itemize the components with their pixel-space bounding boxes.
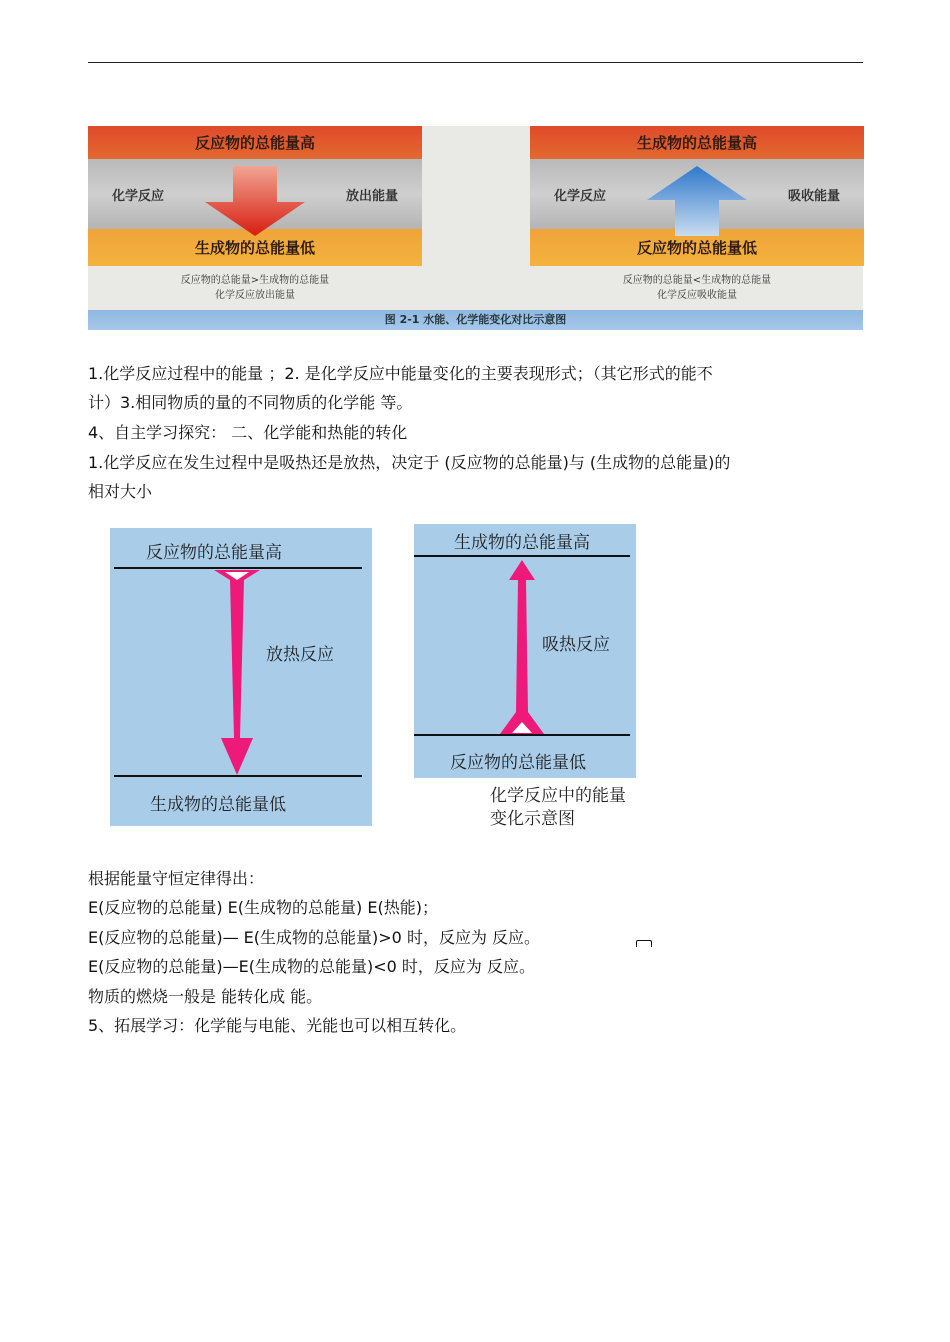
endothermic-panel — [530, 126, 864, 316]
paragraph-3-cont: 相对大小 — [88, 482, 153, 501]
exo-top-label: 反应物的总能量高 — [146, 543, 282, 563]
bracket-mark — [636, 940, 652, 947]
energy-diagram — [88, 512, 648, 852]
paragraph-1: 1.化学反应过程中的能量 ；2. 是化学反应中能量变化的主要表现形式；（其它形式的能不 — [88, 364, 713, 383]
header-rule — [88, 62, 863, 63]
top-band: 生成物的总能量高 — [530, 126, 864, 159]
note-line: 化学反应吸收能量 — [657, 290, 737, 301]
release-energy-label: 放出能量 — [345, 188, 398, 204]
endo-bottom-label: 反应物的总能量低 — [450, 753, 586, 773]
endothermic-diagram — [414, 524, 636, 778]
exothermic-note — [88, 273, 422, 303]
endo-top-label: 生成物的总能量高 — [454, 533, 590, 553]
endo-middle-label: 吸热反应 — [542, 635, 610, 655]
reaction-label: 化学反应 — [554, 188, 607, 204]
endo-arrow-icon — [414, 524, 636, 778]
up-arrow-icon — [647, 166, 747, 236]
paragraph-3: 1.化学反应在发生过程中是吸热还是放热，决定于 (反应物的总能量)与 (生成物的总能量)的 — [88, 453, 731, 472]
exo-arrow-icon — [110, 528, 372, 826]
paragraph-combustion: 物质的燃烧一般是 能转化成 能。 — [88, 987, 323, 1006]
exo-middle-label: 放热反应 — [266, 645, 334, 665]
down-arrow-icon — [205, 166, 305, 236]
paragraph-conservation: 根据能量守恒定律得出： — [88, 869, 265, 888]
paragraph-1-cont: 计）3.相同物质的量的不同物质的化学能 等。 — [88, 393, 413, 412]
section-heading: 4、自主学习探究： 二、化学能和热能的转化 — [88, 423, 408, 442]
note-line: 反应物的总能量<生成物的总能量 — [622, 275, 772, 286]
diagram-caption — [490, 785, 626, 831]
section-extension: 5、拓展学习：化学能与电能、光能也可以相互转化。 — [88, 1016, 467, 1035]
bottom-band: 反应物的总能量低 — [530, 229, 864, 266]
caption-line: 化学反应中的能量 — [490, 786, 626, 806]
paragraph-exothermic-condition: E(反应物的总能量)— E(生成物的总能量)>0 时，反应为 反应。 — [88, 928, 541, 947]
reaction-label: 化学反应 — [112, 188, 165, 204]
note-line: 反应物的总能量>生成物的总能量 — [180, 275, 330, 286]
top-band: 反应物的总能量高 — [88, 126, 422, 159]
exothermic-diagram — [110, 528, 372, 826]
figure-caption: 图 2-1 水能、化学能变化对比示意图 — [88, 310, 863, 330]
exothermic-panel — [88, 126, 422, 316]
caption-line: 变化示意图 — [490, 809, 575, 829]
bottom-band: 生成物的总能量低 — [88, 229, 422, 266]
note-line: 化学反应放出能量 — [215, 290, 295, 301]
absorb-energy-label: 吸收能量 — [787, 188, 840, 204]
paragraph-energy-sum: E(反应物的总能量) E(生成物的总能量) E(热能)； — [88, 898, 438, 917]
paragraph-endothermic-condition: E(反应物的总能量)—E(生成物的总能量)<0 时，反应为 反应。 — [88, 957, 535, 976]
figure-energy-comparison — [88, 126, 863, 330]
exo-bottom-label: 生成物的总能量低 — [150, 795, 286, 815]
endothermic-note — [530, 273, 864, 303]
